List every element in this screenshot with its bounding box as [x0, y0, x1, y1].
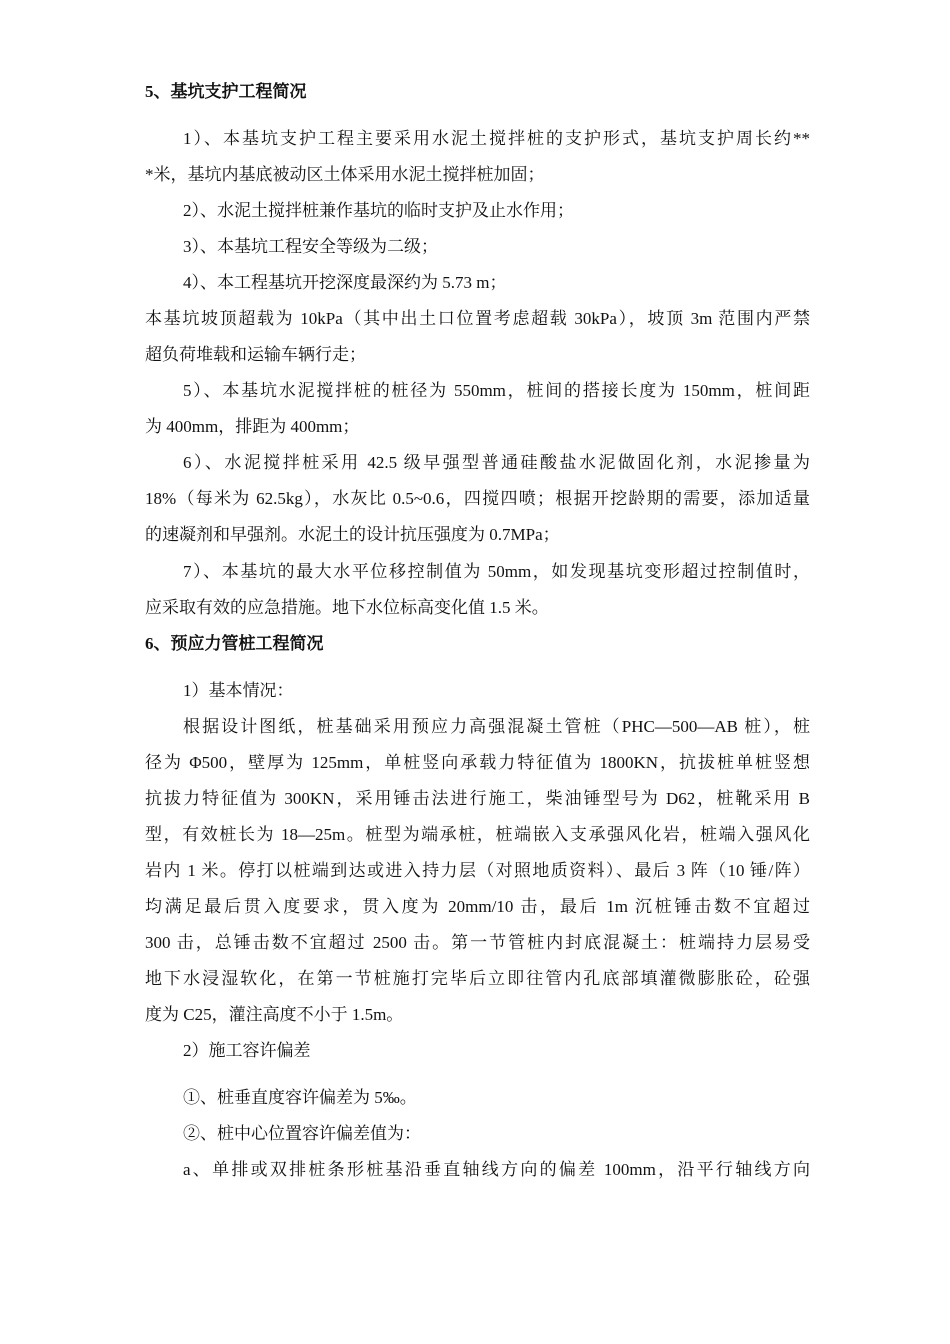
paragraph-line: 本基坑坡顶超载为 10kPa（其中出土口位置考虑超载 30kPa），坡顶 3m 范围内严禁 [145, 309, 810, 328]
paragraph-line: 3）、本基坑工程安全等级为二级； [183, 237, 438, 256]
section-5-heading: 5、基坑支护工程简况 [145, 82, 307, 101]
tolerance-item: a、单排或双排桩条形桩基沿垂直轴线方向的偏差 100mm，沿平行轴线方向 [183, 1160, 810, 1179]
paragraph-line: 根据设计图纸，桩基础采用预应力高强混凝土管桩（PHC—500—AB 桩），桩 [183, 717, 810, 736]
paragraph-line: 2）、水泥土搅拌桩兼作基坑的临时支护及止水作用； [183, 201, 574, 220]
paragraph-line: 6）、水泥搅拌桩采用 42.5 级早强型普通硅酸盐水泥做固化剂，水泥掺量为 [183, 453, 810, 472]
paragraph-line: 18%（每米为 62.5kg），水灰比 0.5~0.6，四搅四喷；根据开挖龄期的需要，添加适量 [145, 489, 810, 508]
paragraph-line: 度为 C25，灌注高度不小于 1.5m。 [145, 1005, 404, 1024]
paragraph-line: 300 击，总锤击数不宜超过 2500 击。第一节管桩内封底混凝土：桩端持力层易受 [145, 933, 810, 952]
paragraph-line: 均满足最后贯入度要求，贯入度为 20mm/10 击，最后 1m 沉桩锤击数不宜超过 [145, 897, 810, 916]
paragraph-line: 超负荷堆载和运输车辆行走； [145, 345, 366, 364]
tolerance-item: ①、桩垂直度容许偏差为 5‰。 [183, 1088, 417, 1107]
subheading: 1）基本情况： [183, 681, 294, 700]
section-6-heading: 6、预应力管桩工程简况 [145, 634, 324, 653]
paragraph-line: 型，有效桩长为 18—25m。桩型为端承桩，桩端嵌入支承强风化岩，桩端入强风化 [145, 825, 810, 844]
paragraph-line: 5）、本基坑水泥搅拌桩的桩径为 550mm，桩间的搭接长度为 150mm，桩间距 [183, 381, 810, 400]
paragraph-line: 应采取有效的应急措施。地下水位标高变化值 1.5 米。 [145, 598, 549, 617]
paragraph-line: 岩内 1 米。停打以桩端到达或进入持力层（对照地质资料）、最后 3 阵（10 锤/阵） [145, 861, 810, 880]
paragraph-line: *米，基坑内基底被动区土体采用水泥土搅拌桩加固； [145, 165, 545, 184]
paragraph-line: 地下水浸湿软化，在第一节桩施打完毕后立即往管内孔底部填灌微膨胀砼，砼强 [145, 969, 810, 988]
paragraph-line: 抗拔力特征值为 300KN，采用锤击法进行施工，柴油锤型号为 D62，桩靴采用 B [145, 789, 810, 808]
paragraph-line: 为 400mm，排距为 400mm； [145, 417, 360, 436]
paragraph-line: 1）、本基坑支护工程主要采用水泥土搅拌桩的支护形式，基坑支护周长约** [183, 129, 810, 148]
paragraph-line: 7）、本基坑的最大水平位移控制值为 50mm，如发现基坑变形超过控制值时， [183, 562, 810, 581]
paragraph-line: 径为 Φ500，壁厚为 125mm，单桩竖向承载力特征值为 1800KN，抗拔桩单桩竖想 [145, 753, 810, 772]
tolerance-item: ②、桩中心位置容许偏差值为： [183, 1124, 421, 1143]
subheading: 2）施工容许偏差 [183, 1041, 311, 1060]
paragraph-line: 4）、本工程基坑开挖深度最深约为 5.73 m； [183, 273, 507, 292]
paragraph-line: 的速凝剂和早强剂。水泥土的设计抗压强度为 0.7MPa； [145, 525, 560, 544]
